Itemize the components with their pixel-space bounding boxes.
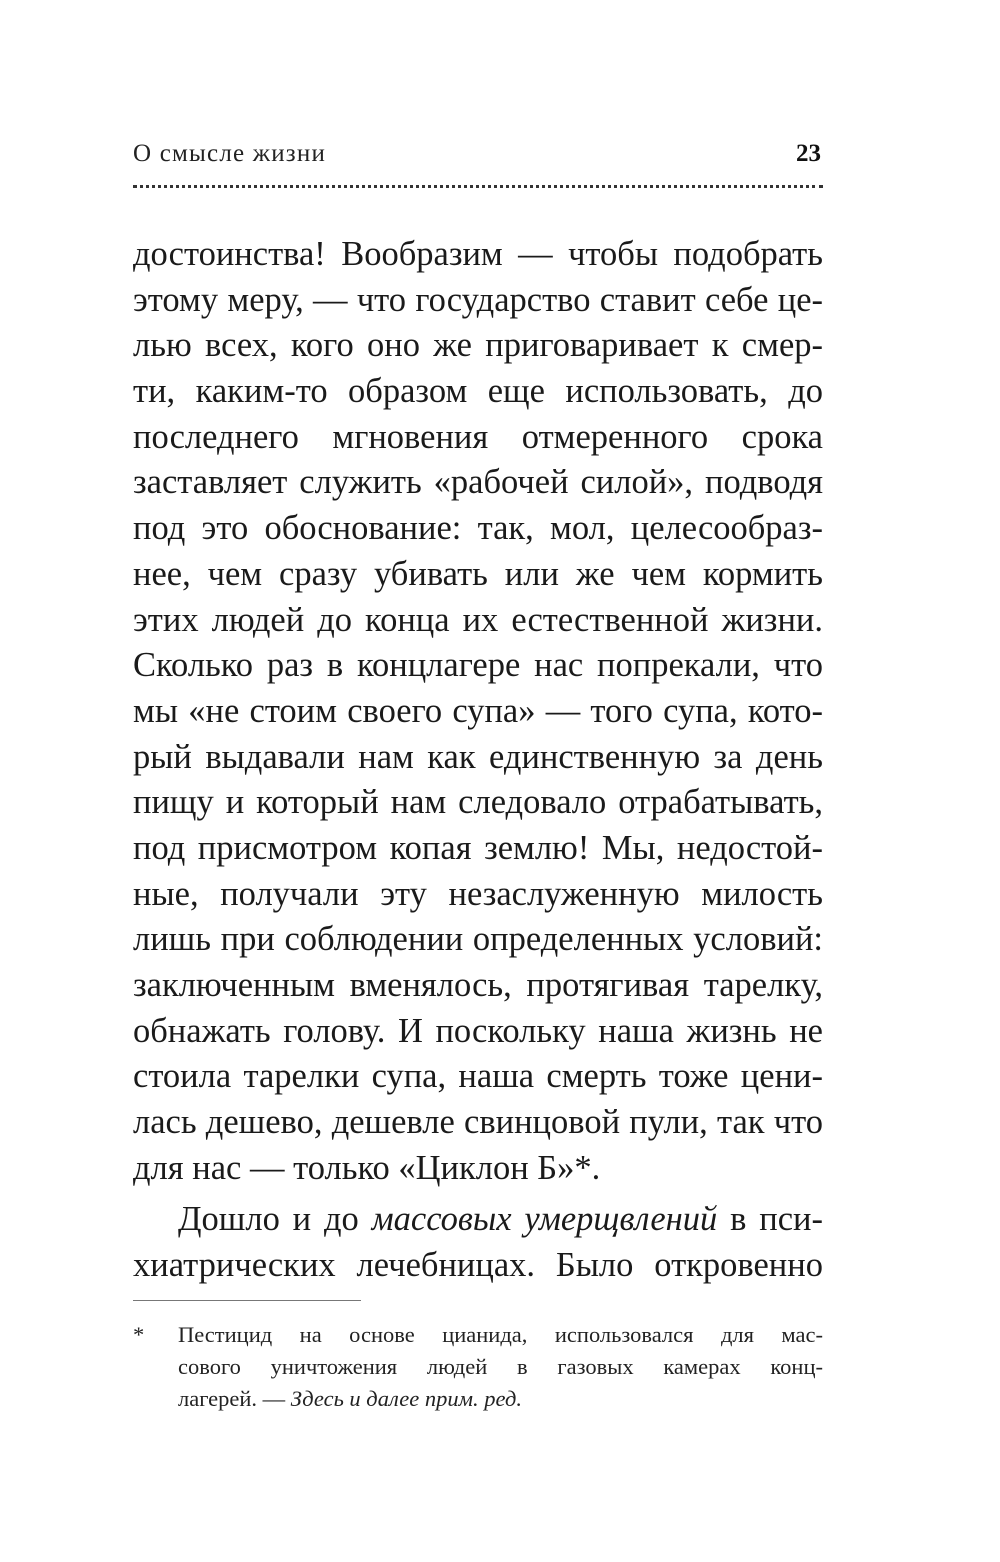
text-line: заключенным вменялось, протягивая тарелку,: [133, 966, 823, 1004]
footnote-text: [178, 1319, 823, 1415]
footnote: [133, 1319, 823, 1415]
text-line: лась дешево, дешевле свинцовой пули, так что: [133, 1103, 823, 1142]
dotted-separator: [133, 185, 823, 188]
text-segment: лагерей. —: [178, 1386, 291, 1411]
text-line: для нас — только «Циклон Б»*.: [133, 1148, 601, 1187]
footnote-marker: *: [133, 1322, 145, 1347]
text-line: этому меру, — что государство ставит себе це-: [133, 280, 823, 319]
editor-note: Здесь и далее прим. ред.: [290, 1386, 522, 1411]
text-segment: в пси-: [717, 1200, 823, 1239]
text-line: достоинства! Вообразим — чтобы подобрать: [133, 235, 823, 273]
text-line: лишь при соблюдении определенных условий:: [133, 920, 823, 959]
running-head: [133, 140, 823, 180]
text-line: ти, каким-то образом еще использовать, до: [133, 372, 823, 411]
text-line: последнего мгновения отмеренного срока: [133, 417, 823, 456]
text-line: этих людей до конца их естественной жизни.: [133, 600, 823, 639]
text-line: лью всех, кого оно же приговаривает к смер-: [133, 326, 823, 365]
main-text: [133, 232, 823, 1289]
italic-phrase: массовых умерщвлений: [371, 1200, 718, 1239]
running-title: О смысле жизни: [133, 140, 327, 167]
text-line: нее, чем сразу убивать или же чем кормить: [133, 554, 823, 593]
footnote-line: сового уничтожения людей в газовых камерах конц-: [178, 1354, 823, 1379]
footnote-rule: [133, 1300, 361, 1301]
paragraph-2-line-1: [133, 1197, 823, 1243]
text-line: ные, получали эту незаслуженную милость: [133, 874, 823, 913]
text-line: под это обоснование: так, мол, целесообраз-: [133, 509, 823, 548]
text-line: обнажать голову. И поскольку наша жизнь не: [133, 1011, 823, 1050]
text-line: под присмотром копая землю! Мы, недостой-: [133, 828, 823, 867]
page-number: 23: [796, 140, 821, 167]
footnote-line-3: [178, 1383, 823, 1415]
text-line: стоила тарелки супа, наша смерть тоже цени-: [133, 1057, 823, 1096]
text-line: заставляет служить «рабочей силой», подводя: [133, 463, 823, 502]
text-line: мы «не стоим своего супа» — того супа, кото-: [133, 691, 823, 730]
text-line: пищу и который нам следовало отрабатывать,: [133, 783, 823, 822]
text-line: Сколько раз в концлагере нас попрекали, что: [133, 646, 823, 685]
paragraph-2-line-2: хиатрических лечебницах. Было откровенно: [133, 1246, 823, 1285]
text-segment: Дошло и до: [178, 1200, 372, 1239]
footnote-line: Пестицид на основе цианида, использовался для мас-: [178, 1322, 823, 1347]
text-line: рый выдавали нам как единственную за день: [133, 737, 823, 776]
